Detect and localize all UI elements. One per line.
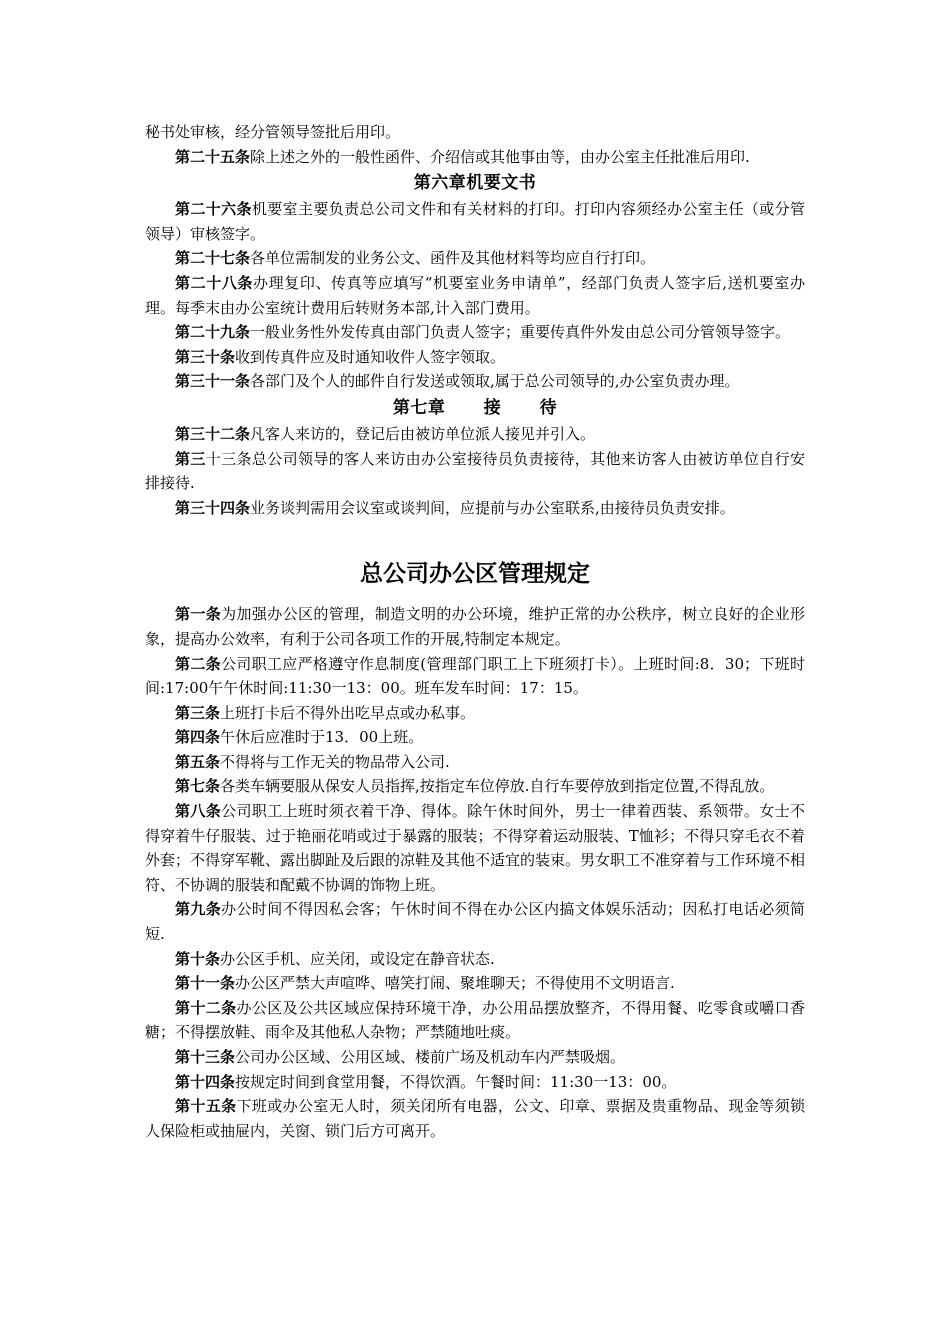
chapter-7-heading: 第七章 接 待 [392, 397, 558, 418]
rule-13 [145, 1045, 805, 1070]
article-text: 办理复印、传真等应填写“机要室业务申请单”，经部门负责人签字后,送机要室办理。每季末由办公室统计费用后转财务本部,计入部门费用。 [145, 273, 805, 317]
rule-10 [145, 947, 805, 972]
rule-label: 第十一条 [175, 974, 236, 993]
article-label: 第三十条 [175, 347, 236, 366]
rule-label: 第一条 [175, 605, 222, 624]
rule-text: 办公时间不得因私会客；午休时间不得在办公区内搞文体娱乐活动；因私打电话必须简短. [145, 900, 805, 944]
rule-label: 第二条 [175, 654, 221, 673]
article-26 [145, 197, 805, 246]
document-page [145, 120, 805, 1143]
article-label: 第三十二条 [175, 424, 251, 443]
article-34 [145, 496, 805, 521]
article-label: 第三十一条 [175, 372, 251, 391]
rule-15 [145, 1094, 805, 1143]
article-label: 第三 [175, 449, 206, 468]
article-label: 第二十六条 [175, 200, 252, 219]
article-29 [145, 320, 805, 345]
rule-text: 办公区手机、应关闭，或设定在静音状态. [220, 949, 495, 968]
rule-7 [145, 774, 805, 799]
continued-paragraph: 秘书处审核，经分管领导签批后用印。 [145, 123, 401, 141]
rule-text: 公司职工应严格遵守作息制度(管理部门职工上下班须打卡）。上班时间:8．30；下班时间:17:00午午休时间:11:30一13：00。班车发车时间：17：15。 [145, 654, 805, 698]
article-25 [145, 145, 805, 170]
article-text: 各部门及个人的邮件自行发送或领取,属于总公司领导的,办公室负责办理。 [250, 372, 740, 391]
rule-label: 第三条 [175, 703, 221, 722]
article-30 [145, 345, 805, 370]
rule-9 [145, 897, 805, 946]
article-33 [145, 447, 805, 496]
rule-8 [145, 799, 805, 897]
article-text: 除上述之外的一般性函件、介绍信或其他事由等，由办公室主任批准后用印. [250, 147, 750, 166]
rule-label: 第九条 [175, 900, 222, 919]
rule-label: 第十二条 [175, 998, 237, 1017]
rule-12 [145, 996, 805, 1045]
article-label: 第三十四条 [175, 498, 251, 517]
rule-2 [145, 652, 805, 701]
article-text: 机要室主要负责总公司文件和有关材料的打印。打印内容须经办公室主任（或分管领导）审核签字。 [145, 200, 805, 243]
rule-label: 第四条 [175, 728, 221, 747]
rule-text: 午休后应准时于13．00上班。 [220, 728, 424, 747]
article-label: 第二十八条 [175, 273, 254, 292]
article-label: 第二十七条 [175, 249, 251, 268]
chapter-6-heading: 第六章机要文书 [413, 173, 537, 194]
rule-text: 公司办公区域、公用区域、楼前广场及机动车内严禁吸烟。 [235, 1048, 626, 1066]
rule-text: 下班或办公室无人时，须关闭所有电器，公文、印章、票据及贵重物品、现金等须锁人保险柜或抽屉内，关窗、锁门后方可离开。 [145, 1097, 805, 1140]
rule-label: 第七条 [175, 777, 221, 796]
article-28 [145, 271, 805, 320]
rule-14 [145, 1070, 805, 1095]
article-text: 一般业务性外发传真由部门负责人签字；重要传真件外发由总公司分管领导签字。 [250, 323, 791, 342]
rule-label: 第五条 [175, 752, 221, 771]
rule-3 [145, 701, 805, 726]
rule-text: 按规定时间到食堂用餐，不得饮酒。午餐时间：11:30一13：00。 [235, 1072, 677, 1091]
article-27 [145, 246, 805, 271]
article-text: 收到传真件应及时通知收件人签字领取。 [235, 347, 506, 366]
article-text: 十三条总公司领导的客人来访由办公室接待员负责接待，其他来访客人由被访单位自行安排接待. [145, 449, 805, 493]
rule-label: 第十三条 [175, 1048, 236, 1066]
rule-text: 上班打卡后不得外出吃早点或办私事。 [220, 703, 476, 722]
rule-text: 不得将与工作无关的物品带入公司. [220, 752, 450, 771]
regulation-title: 总公司办公区管理规定 [360, 560, 590, 588]
article-text: 业务谈判需用会议室或谈判间，应提前与办公室联系,由接待员负责安排。 [250, 498, 735, 517]
article-text: 凡客人来访的，登记后由被访单位派人接见并引入。 [250, 424, 596, 443]
rule-11 [145, 971, 805, 996]
rule-label: 第十四条 [175, 1072, 236, 1091]
rule-4 [145, 725, 805, 750]
rule-text: 公司职工上班时须衣着干净、得体。除午休时间外，男士一律着西装、系领带。女士不得穿着牛仔服装、过于艳丽花哨或过于暴露的服装；不得穿着运动服装、T恤衫；不得只穿毛衣不着外套；不得穿军靴、露出脚趾及后跟的凉鞋及其他不适宜的装束。男女职工不准穿着与工作环境不相符、不协调的服装和配戴不协调的饰物上班。 [145, 802, 806, 894]
rule-text: 办公区及公共区域应保持环境干净，办公用品摆放整齐，不得用餐、吃零食或嚼口香糖；不得摆放鞋、雨伞及其他私人杂物；严禁随地吐痰。 [145, 998, 805, 1042]
rule-text: 办公区严禁大声喧哗、嘻笑打闹、聚堆聊天；不得使用不文明语言. [235, 974, 675, 993]
article-label: 第二十九条 [175, 323, 251, 342]
rule-label: 第八条 [175, 802, 222, 821]
rule-text: 各类车辆要服从保安人员指挥,按指定车位停放.自行车要停放到指定位置,不得乱放。 [220, 777, 775, 796]
rule-text: 为加强办公区的管理，制造文明的办公环境，维护正常的办公秩序，树立良好的企业形象，提高办公效率，有利于公司各项工作的开展,特制定本规定。 [145, 605, 805, 648]
rule-label: 第十条 [175, 949, 221, 968]
article-32 [145, 422, 805, 447]
article-label: 第二十五条 [175, 147, 251, 166]
article-text: 各单位需制发的业务公文、函件及其他材料等均应自行打印。 [250, 249, 656, 268]
rule-1 [145, 602, 805, 651]
article-31 [145, 369, 805, 394]
rule-label: 第十五条 [175, 1097, 237, 1116]
rule-5 [145, 750, 805, 775]
